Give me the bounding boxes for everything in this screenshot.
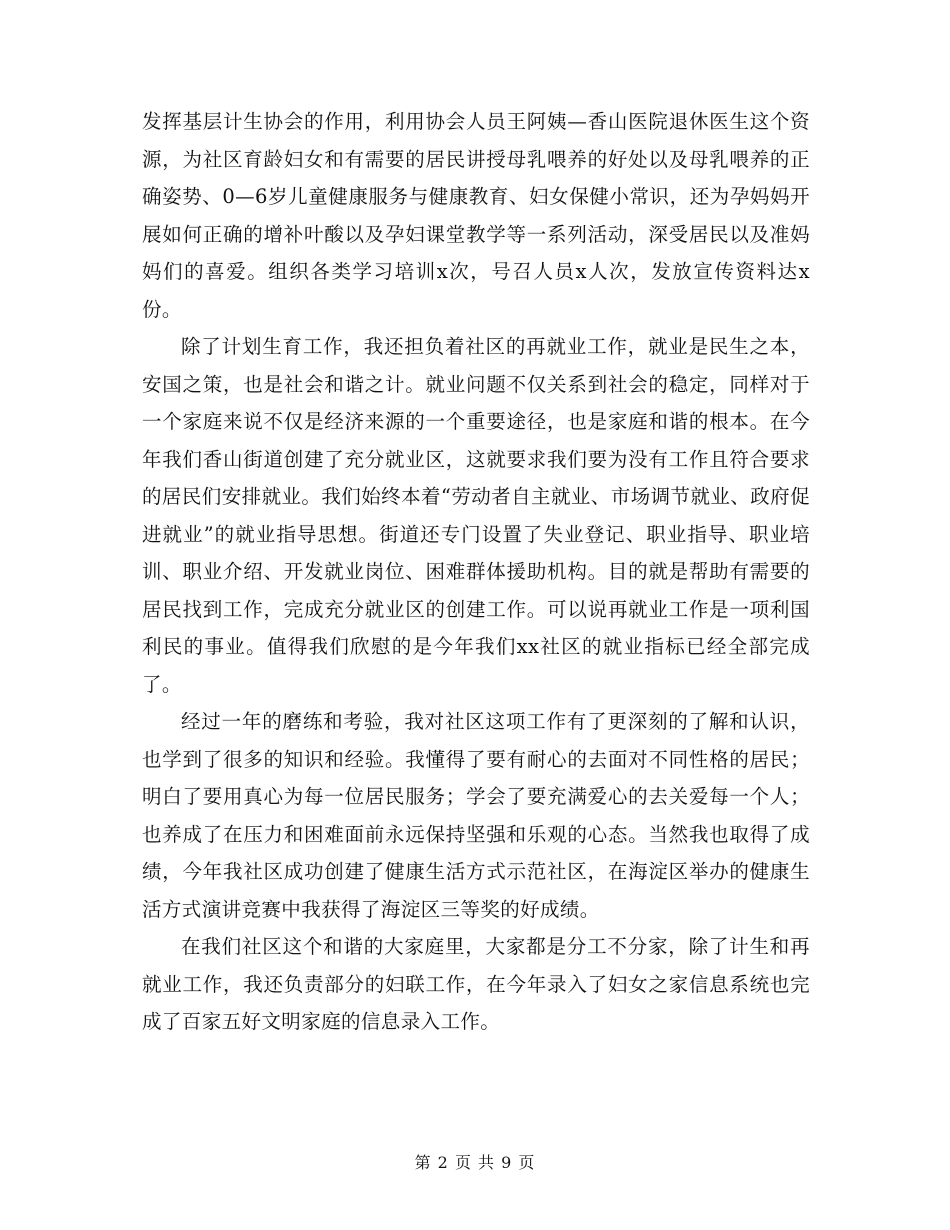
paragraph-4: 在我们社区这个和谐的大家庭里，大家都是分工不分家，除了计生和再就业工作，我还负责部分的妇联工作，在今年录入了妇女之家信息系统也完成了百家五好文明家庭的信息录入工作。 [142, 935, 810, 1033]
paragraph-1: 发挥基层计生协会的作用，利用协会人员王阿姨—香山医院退休医生这个资源，为社区育龄妇女和有需要的居民讲授母乳喂养的好处以及母乳喂养的正确姿势、0—6岁儿童健康服务与健康教育、妇女保健小常识，还为孕妈妈开展如何正确的增补叶酸以及孕妇课堂教学等一系列活动，深受居民以及准妈妈们的喜爱。组织各类学习培训x次，号召人员x人次，发放宣传资料达x份。 [142, 110, 810, 321]
paragraph-2: 除了计划生育工作，我还担负着社区的再就业工作，就业是民生之本，安国之策，也是社会和谐之计。就业问题不仅关系到社会的稳定，同样对于一个家庭来说不仅是经济来源的一个重要途径，也是家庭和谐的根本。在今年我们香山街道创建了充分就业区，这就要求我们要为没有工作且符合要求的居民们安排就业。我们始终本着“劳动者自主就业、市场调节就业、政府促进就业”的就业指导思想。街道还专门设置了失业登记、职业指导、职业培训、职业介绍、开发就业岗位、困难群体援助机构。目的就是帮助有需要的居民找到工作，完成充分就业区的创建工作。可以说再就业工作是一项利国利民的事业。值得我们欣慰的是今年我们xx社区的就业指标已经全部完成了。 [142, 335, 810, 696]
paragraph-3: 经过一年的磨练和考验，我对社区这项工作有了更深刻的了解和认识，也学到了很多的知识和经验。我懂得了要有耐心的去面对不同性格的居民；明白了要用真心为每一位居民服务；学会了要充满爱心的去关爱每一个人；也养成了在压力和困难面前永远保持坚强和乐观的心态。当然我也取得了成绩，今年我社区成功创建了健康生活方式示范社区，在海淀区举办的健康生活方式演讲竞赛中我获得了海淀区三等奖的好成绩。 [142, 710, 810, 921]
page-number-footer: 第 2 页 共 9 页 [414, 1153, 536, 1172]
document-body [142, 103, 810, 1041]
